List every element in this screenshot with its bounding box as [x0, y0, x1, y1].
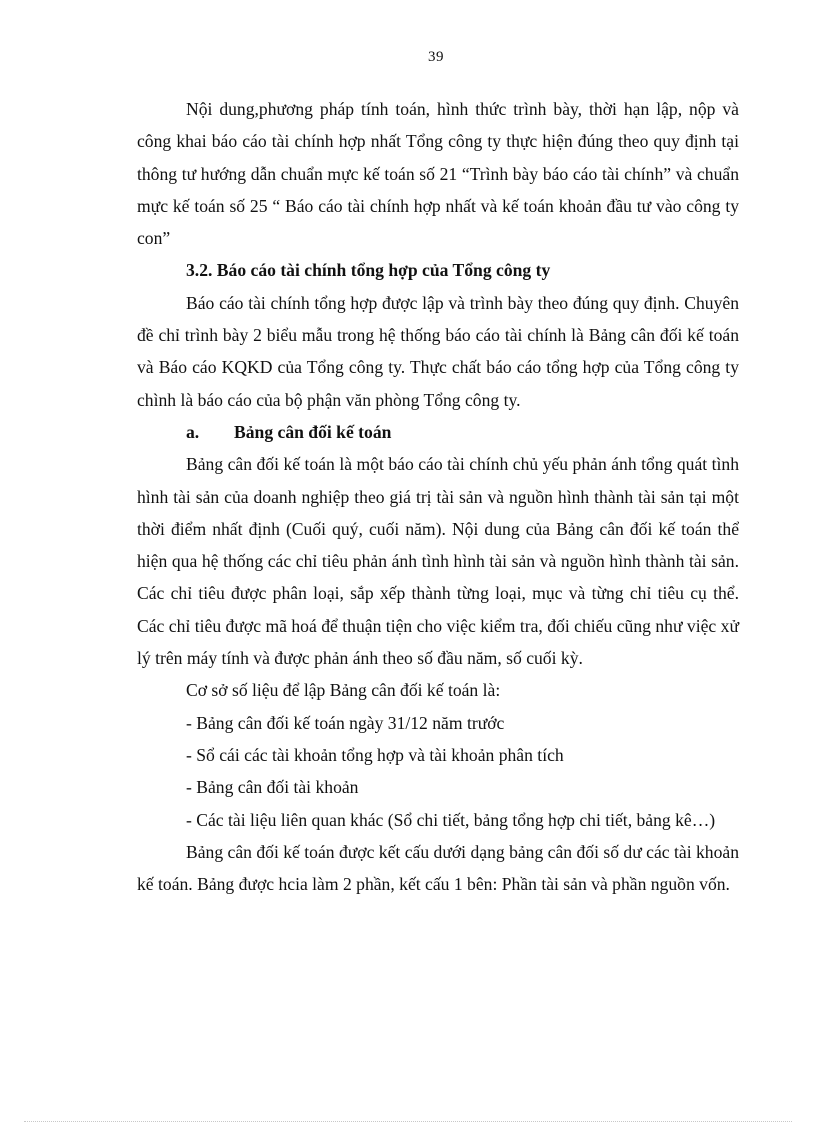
document-body [137, 93, 739, 900]
list-item-other-documents: - Các tài liệu liên quan khác (Sổ chi tiết, bảng tổng hợp chi tiết, bảng kê…) [186, 809, 716, 830]
paragraph-aggregate-report: Báo cáo tài chính tổng hợp được lập và trình bày theo đúng quy định. Chuyên đề chỉ trình bày 2 biểu mẫu trong hệ thống báo cáo tài chính là Bảng cân đối kế toán và Báo cáo KQKD của Tổng công ty. Thực chất báo cáo tổng hợp của Tổng công ty chình là báo cáo của bộ phận văn phòng Tổng công ty. [137, 292, 739, 410]
list-item: - Sổ cái các tài khoản tổng hợp và tài khoản phân tích [186, 744, 564, 765]
subsection-marker: a. [186, 421, 200, 442]
page-number: 39 [428, 49, 444, 65]
list-item: - Bảng cân đối kế toán ngày 31/12 năm trước [186, 712, 505, 733]
paragraph-balance-sheet-structure: Bảng cân đối kế toán được kết cấu dưới dạng bảng cân đối số dư các tài khoản kế toán. Bảng được hcia làm 2 phần, kết cấu 1 bên: Phần tài sản và phần nguồn vốn. [137, 841, 739, 895]
paragraph-data-basis-intro: Cơ sở số liệu để lập Bảng cân đối kế toán là: [186, 680, 501, 701]
subsection-heading-a [137, 416, 739, 448]
paragraph-consolidated-report: Nội dung,phương pháp tính toán, hình thức trình bày, thời hạn lập, nộp và công khai báo cáo tài chính hợp nhất Tổng công ty thực hiện đúng theo quy định tại thông tư hướng dẫn chuẩn mực kế toán số 21 “Trình bày báo cáo tài chính” và chuẩn mực kế toán số 25 “ Báo cáo tài chính hợp nhất và kế toán khoản đầu tư vào công ty con” [137, 99, 739, 249]
paragraph-balance-sheet-definition: Bảng cân đối kế toán là một báo cáo tài chính chủ yếu phản ánh tổng quát tình hình tài sản của doanh nghiệp theo giá trị tài sản và nguồn hình thành tài sản tại một thời điểm nhất định (Cuối quý, cuối năm). Nội dung của Bảng cân đối kế toán thể hiện qua hệ thống các chỉ tiêu phản ánh tình hình tài sản và nguồn hình thành tài sản. Các chỉ tiêu được phân loại, sắp xếp thành từng loại, mục và từng chỉ tiêu cụ thể. Các chỉ tiêu được mã hoá để thuận tiện cho việc kiểm tra, đối chiếu cũng như việc xử lý trên máy tính và được phản ánh theo số đầu năm, số cuối kỳ. [137, 454, 739, 669]
subsection-title: Bảng cân đối kế toán [234, 421, 392, 442]
list-item: - Bảng cân đối tài khoản [186, 777, 359, 798]
page-bottom-divider [24, 1121, 792, 1122]
section-heading-3-2: 3.2. Báo cáo tài chính tổng hợp của Tổng công ty [186, 260, 551, 281]
